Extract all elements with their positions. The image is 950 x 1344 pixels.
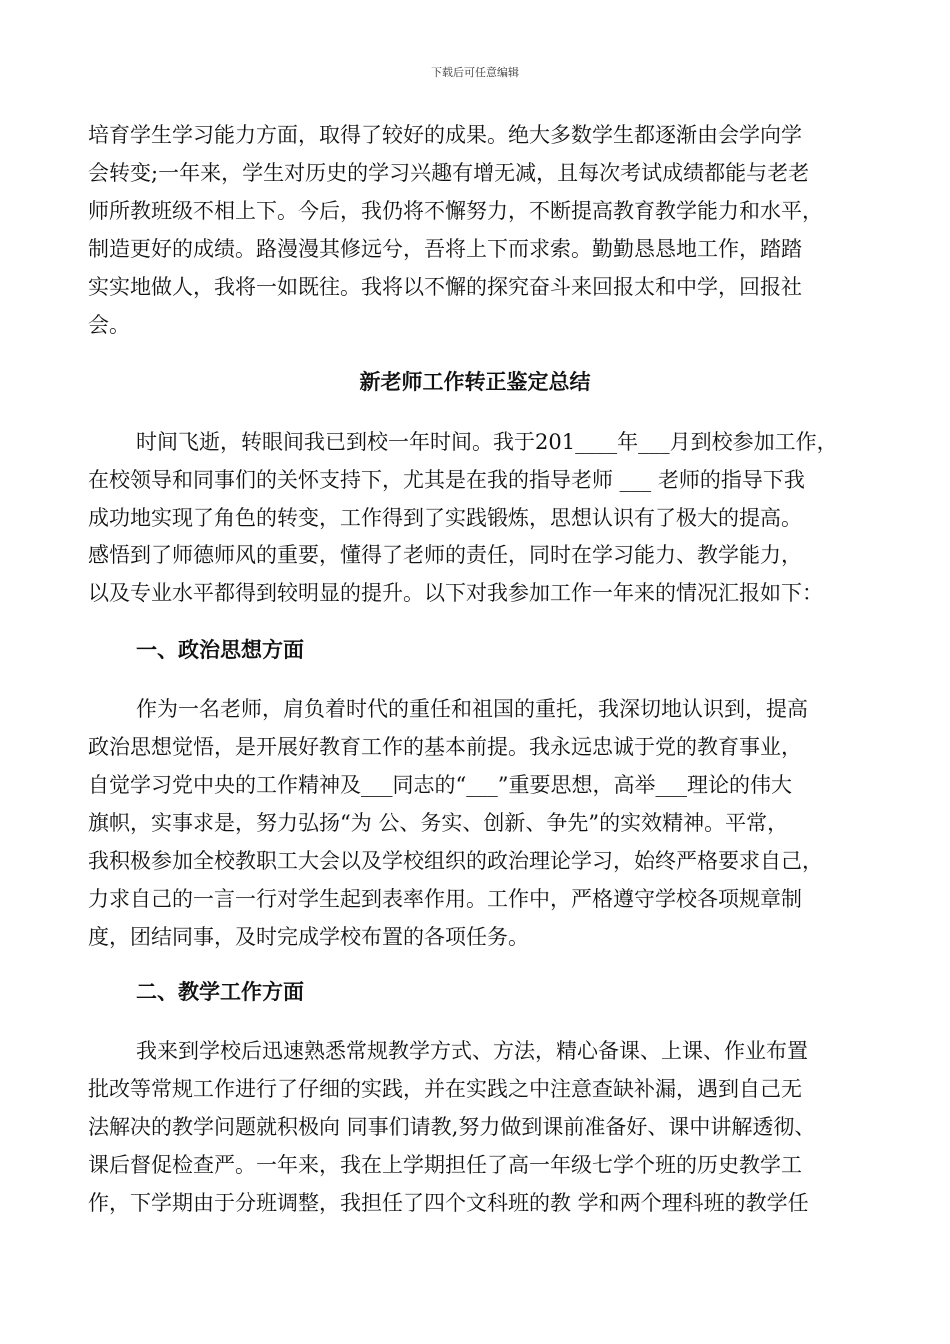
page-header: 下载后可任意编辑 — [431, 66, 519, 79]
paragraph-line: 课后督促检查严。一年来，我在上学期担任了高一年级七学个班的历史教学工 — [88, 1153, 802, 1177]
paragraph-line: 旗帜，实事求是，努力弘扬“为 公、务实、创新、争先”的实效精神。平常， — [88, 811, 789, 835]
paragraph-line: 以及专业水平都得到较明显的提升。以下对我参加工作一年来的情况汇报如下： — [88, 581, 823, 605]
paragraph-line: 作，下学期由于分班调整，我担任了四个文科班的教 学和两个理科班的教学任 — [88, 1191, 809, 1215]
paragraph-line: 我积极参加全校教职工大会以及学校组织的政治理论学习，始终严格要求自己， — [88, 849, 823, 873]
paragraph-line: 度，团结同事，及时完成学校布置的各项任务。 — [88, 925, 529, 949]
paragraph-line: 法解决的教学问题就积极向 同事们请教,努力做到课前准备好、课中讲解透彻、 — [88, 1115, 816, 1139]
section-heading-teaching: 二、教学工作方面 — [136, 980, 304, 1004]
paragraph-line: 自觉学习党中央的工作精神及___同志的“___”重要思想，高举___理论的伟大 — [88, 773, 792, 797]
paragraph-line: 成功地实现了角色的转变，工作得到了实践锻炼，思想认识有了极大的提高。 — [88, 506, 802, 530]
paragraph-line: 批改等常规工作进行了仔细的实践，并在实践之中注意查缺补漏，遇到自己无 — [88, 1077, 802, 1101]
document-title: 新老师工作转正鉴定总结 — [359, 370, 591, 394]
intro-line: 会。 — [88, 313, 130, 337]
intro-line: 实实地做人，我将一如既往。我将以不懈的探究奋斗来回报太和中学，回报社 — [88, 275, 802, 299]
paragraph-line: 政治思想觉悟，是开展好教育工作的基本前提。我永远忠诚于党的教育事业， — [88, 735, 802, 759]
intro-line: 制造更好的成绩。路漫漫其修远兮，吾将上下而求索。勤勤恳恳地工作，踏踏 — [88, 237, 802, 261]
intro-line: 培育学生学习能力方面，取得了较好的成果。绝大多数学生都逐渐由会学向学 — [88, 123, 802, 147]
paragraph-line: 我来到学校后迅速熟悉常规教学方式、方法，精心备课、上课、作业布置 — [136, 1039, 808, 1063]
paragraph-line: 感悟到了师德师风的重要，懂得了老师的责任，同时在学习能力、教学能力， — [88, 543, 802, 567]
paragraph-line: 在校领导和同事们的关怀支持下，尤其是在我的指导老师 ___ 老师的指导下我 — [88, 468, 805, 492]
intro-line: 师所教班级不相上下。今后，我仍将不懈努力，不断提高教育教学能力和水平， — [88, 199, 823, 223]
paragraph-line: 时间飞逝，转眼间我已到校一年时间。我于201____年___月到校参加工作， — [136, 430, 838, 454]
paragraph-line: 作为一名老师，肩负着时代的重任和祖国的重托，我深切地认识到，提高 — [136, 697, 808, 721]
paragraph-line: 力求自己的一言一行对学生起到表率作用。工作中，严格遵守学校各项规章制 — [88, 887, 802, 911]
section-heading-politics: 一、政治思想方面 — [136, 638, 304, 662]
intro-line: 会转变;一年来，学生对历史的学习兴趣有增无减，且每次考试成绩都能与老老 — [88, 161, 810, 185]
